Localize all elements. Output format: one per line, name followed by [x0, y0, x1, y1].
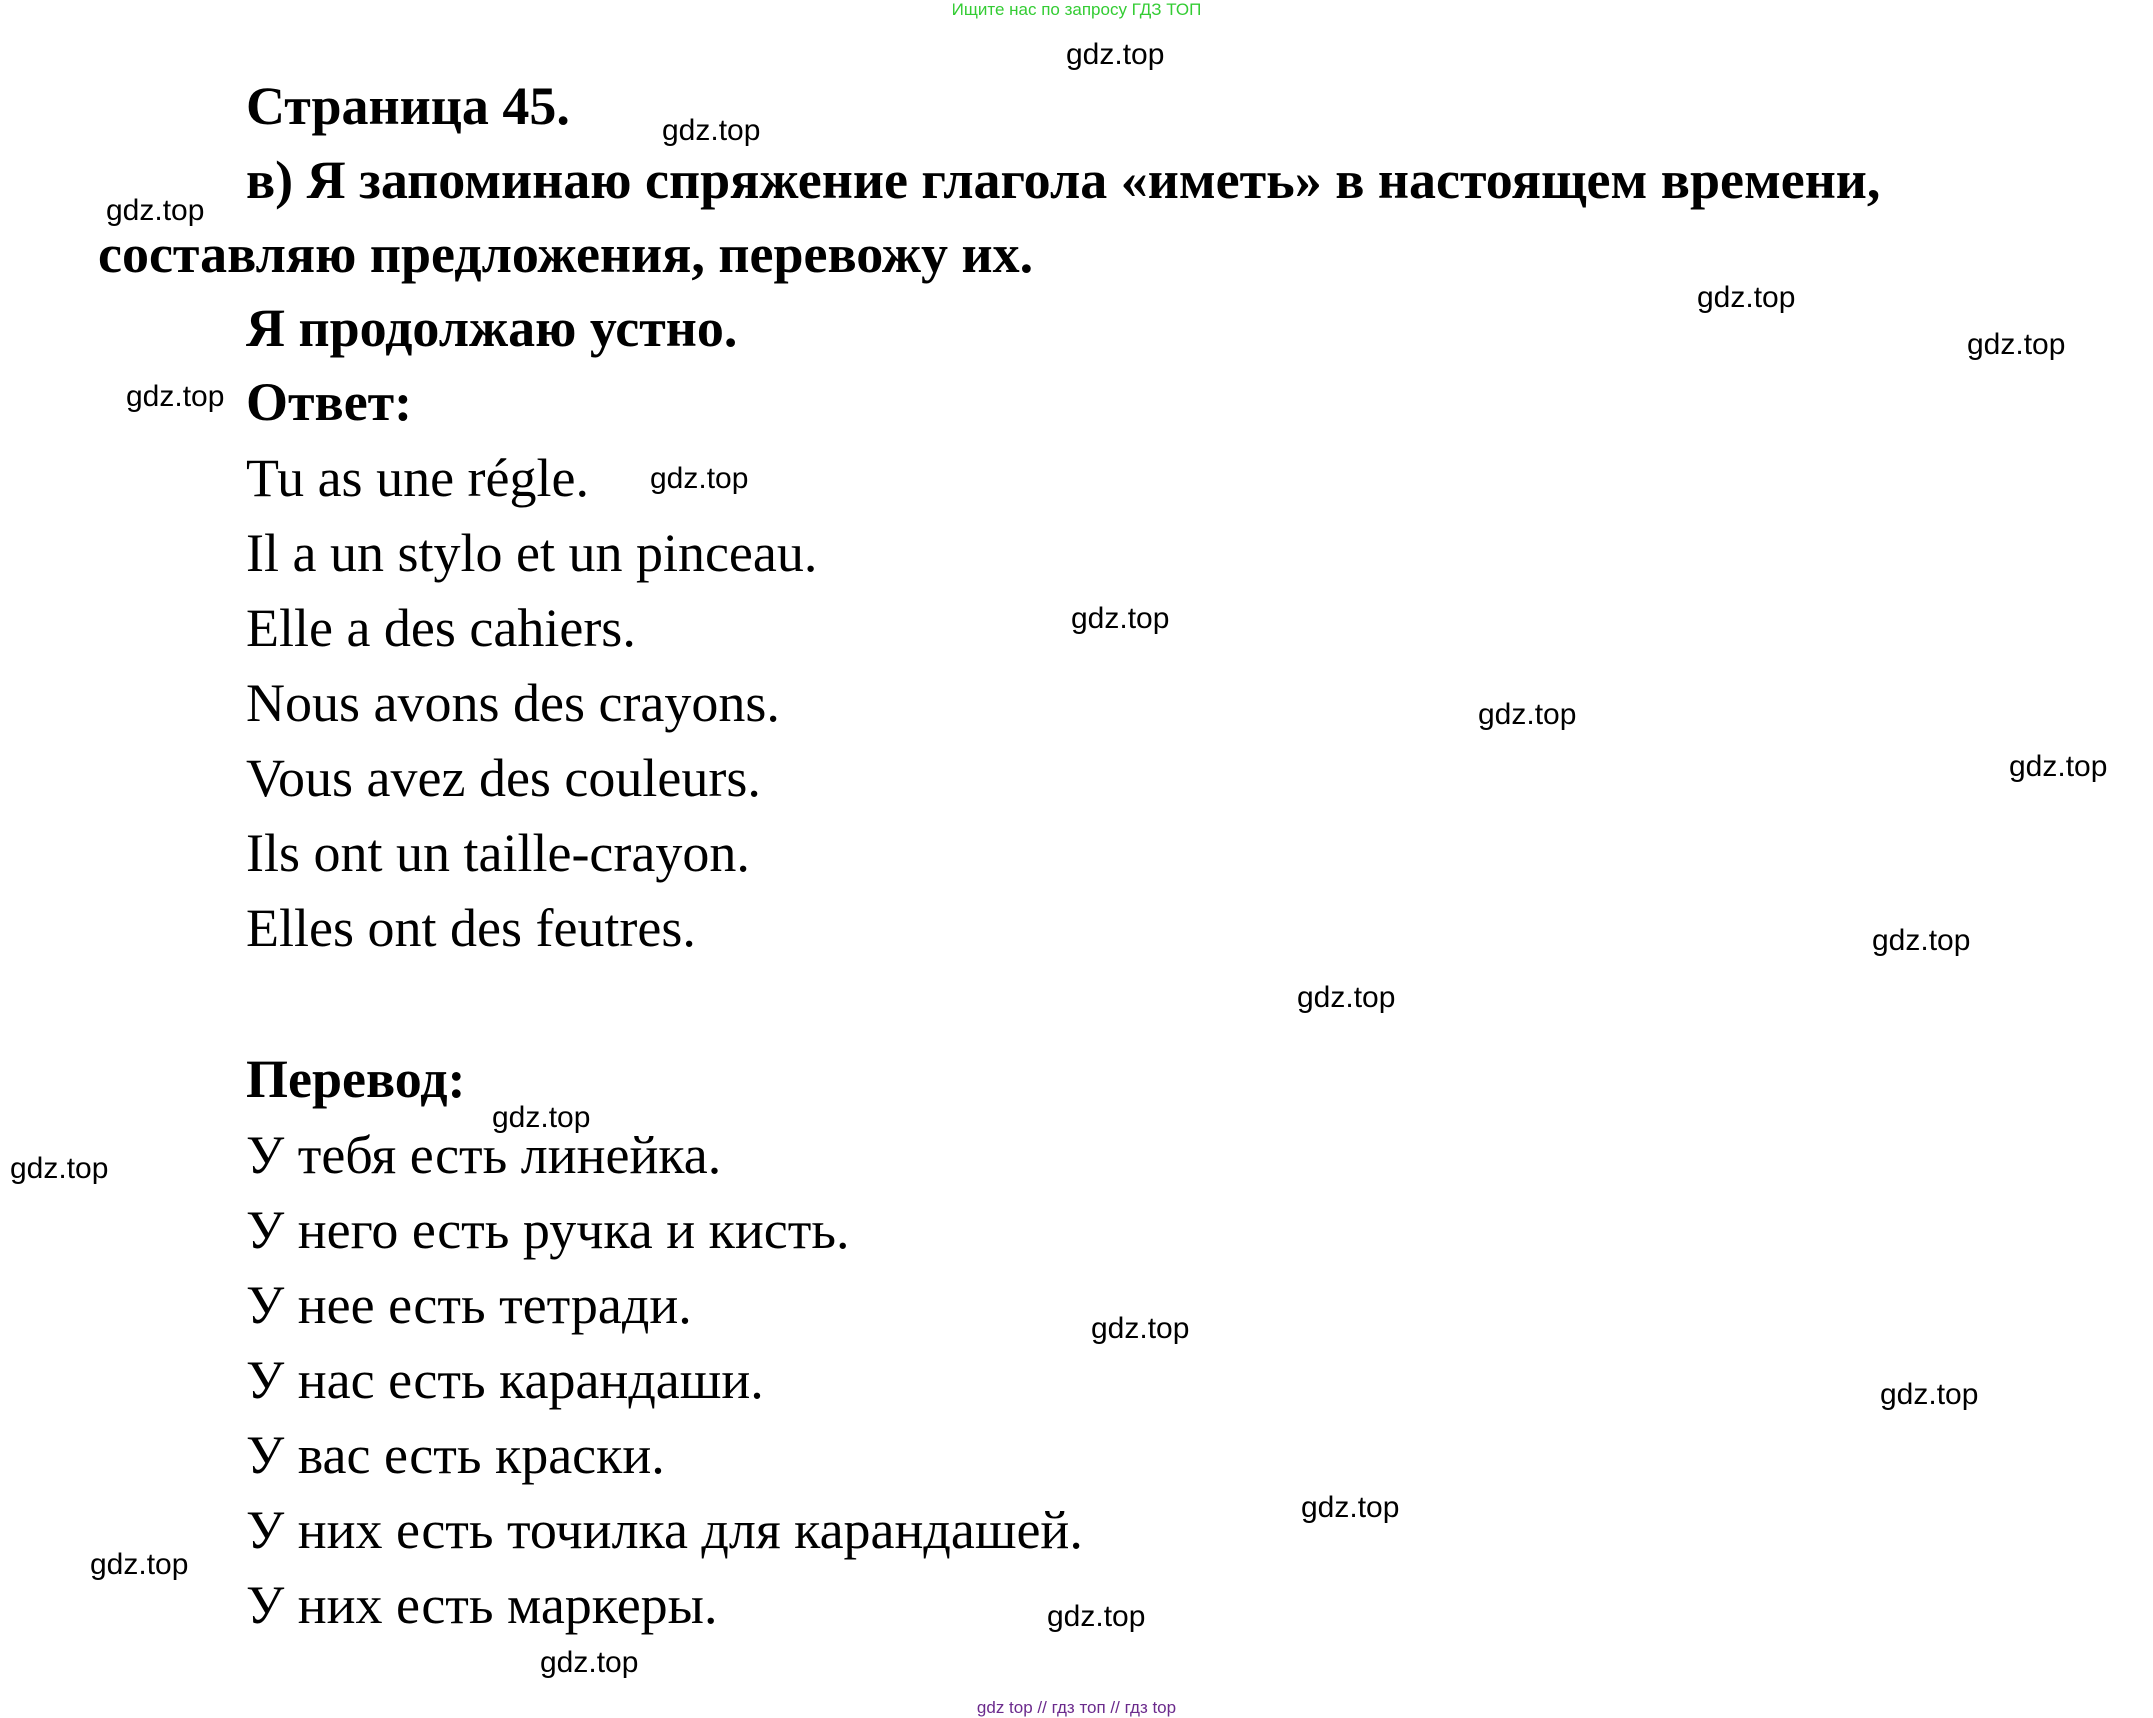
watermark: gdz.top: [106, 194, 205, 227]
watermark: gdz.top: [540, 1646, 639, 1679]
watermark: gdz.top: [1872, 924, 1971, 957]
watermark: gdz.top: [1478, 698, 1577, 731]
watermark: gdz.top: [1697, 281, 1796, 314]
top-banner[interactable]: Ищите нас по запросу ГДЗ ТОП: [951, 0, 1202, 19]
watermark: gdz.top: [1967, 328, 2066, 361]
watermark: gdz.top: [90, 1548, 189, 1581]
answer-line: Nous avons des crayons.: [246, 673, 780, 733]
watermark: gdz.top: [1066, 38, 1165, 71]
watermark: gdz.top: [1091, 1312, 1190, 1345]
translation-line: У тебя есть линейка.: [246, 1125, 722, 1185]
translation-line: У вас есть краски.: [246, 1425, 665, 1485]
watermark: gdz.top: [126, 380, 225, 413]
translation-line: У них есть маркеры.: [246, 1575, 718, 1635]
translation-line: У них есть точилка для карандашей.: [246, 1500, 1083, 1560]
translation-line: У нас есть карандаши.: [246, 1350, 764, 1410]
watermark: gdz.top: [10, 1152, 109, 1185]
answer-line: Il a un stylo et un pinceau.: [246, 523, 818, 583]
translation-line: У нее есть тетради.: [246, 1275, 692, 1335]
answer-line: Tu as une régle.: [246, 448, 589, 508]
task-line-3: Я продолжаю устно.: [246, 298, 738, 358]
watermark: gdz.top: [1301, 1491, 1400, 1524]
answer-line: Elle a des cahiers.: [246, 598, 636, 658]
watermark: gdz.top: [2009, 750, 2108, 783]
page-title: Страница 45.: [246, 76, 570, 136]
answer-line: Vous avez des couleurs.: [246, 748, 761, 808]
task-line-1: в) Я запоминаю спряжение глагола «иметь» в настоящем времени,: [246, 150, 1881, 210]
translation-line: У него есть ручка и кисть.: [246, 1200, 850, 1260]
answer-line: Ils ont un taille-crayon.: [246, 823, 750, 883]
answer-line: Elles ont des feutres.: [246, 898, 696, 958]
watermark: gdz.top: [1047, 1600, 1146, 1633]
watermark: gdz.top: [1880, 1378, 1979, 1411]
translation-label: Перевод:: [246, 1049, 466, 1109]
watermark: gdz.top: [1071, 602, 1170, 635]
watermark: gdz.top: [662, 114, 761, 147]
task-line-2: составляю предложения, перевожу их.: [98, 224, 1034, 284]
watermark: gdz.top: [492, 1101, 591, 1134]
answer-label: Ответ:: [246, 372, 413, 432]
watermark: gdz.top: [650, 462, 749, 495]
footer-links[interactable]: gdz top // гдз топ // гдз top: [976, 1698, 1177, 1717]
watermark: gdz.top: [1297, 981, 1396, 1014]
